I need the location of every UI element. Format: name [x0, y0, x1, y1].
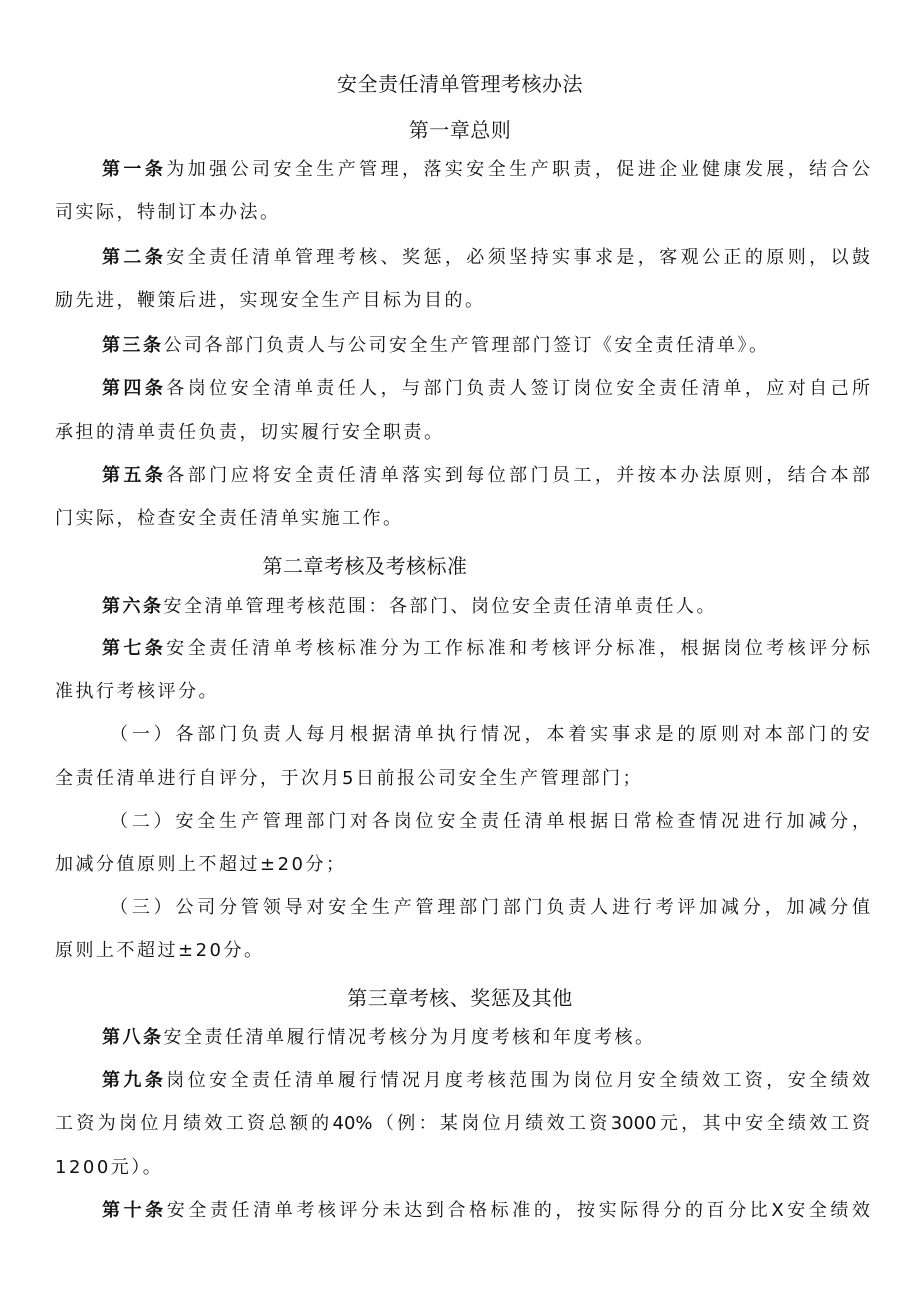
- article-4-line-1: 各岗位安全清单责任人，与部门负责人签订岗位安全责任清单，应对自己所: [166, 378, 871, 399]
- article-9-line-2: 工资为岗位月绩效工资总额的40%（例：某岗位月绩效工资3000元，其中安全绩效工资: [55, 1113, 870, 1134]
- article-8: [102, 1025, 870, 1051]
- article-9: [102, 1068, 870, 1094]
- article-7: [102, 636, 870, 662]
- article-7-line-2: 准执行考核评分。: [55, 681, 219, 702]
- chapter-2-heading: 第二章考核及考核标准: [262, 554, 468, 578]
- item-1-line-1: （一）各部门负责人每月根据清单执行情况，本着实事求是的原则对本部门的安: [110, 724, 870, 745]
- article-9-line-3: 1200元）。: [55, 1157, 164, 1178]
- article-1-label: 第一条: [102, 159, 167, 180]
- article-7-label: 第七条: [102, 638, 167, 659]
- article-7-line-1: 安全责任清单考核标准分为工作标准和考核评分标准，根据岗位考核评分标: [166, 638, 871, 659]
- article-1-line-2: 司实际，特制订本办法。: [55, 202, 281, 223]
- item-2-line-1: （二）安全生产管理部门对各岗位安全责任清单根据日常检查情况进行加减分，: [110, 811, 870, 832]
- article-10-label: 第十条: [102, 1200, 167, 1221]
- article-5: [102, 463, 870, 489]
- article-3: [102, 333, 870, 359]
- article-6-label: 第六条: [102, 596, 164, 617]
- article-2-label: 第二条: [102, 247, 167, 268]
- article-3-label: 第三条: [102, 335, 164, 356]
- article-2: [102, 245, 870, 271]
- article-5-line-1: 各部门应将安全责任清单落实到每位部门员工，并按本办法原则，结合本部: [166, 465, 871, 486]
- article-4-line-2: 承担的清单责任负责，切实履行安全职责。: [55, 422, 445, 443]
- chapter-1-heading: 第一章总则: [408, 118, 512, 142]
- item-2-line-2: 加减分值原则上不超过±20分；: [55, 854, 347, 875]
- item-1-line-2: 全责任清单进行自评分，于次月5日前报公司安全生产管理部门；: [55, 768, 643, 789]
- article-4: [102, 376, 870, 402]
- article-1-line-1: 为加强公司安全生产管理，落实安全生产职责，促进企业健康发展，结合公: [166, 159, 871, 180]
- chapter-3-heading: 第三章考核、奖惩及其他: [347, 986, 573, 1010]
- article-8-line-1: 安全责任清单履行情况考核分为月度考核和年度考核。: [163, 1027, 656, 1048]
- document-title: 安全责任清单管理考核办法: [337, 72, 583, 96]
- article-3-line-1: 公司各部门负责人与公司安全生产管理部门签订《安全责任清单》。: [163, 335, 770, 356]
- article-2-line-2: 励先进，鞭策后进，实现安全生产目标为目的。: [55, 290, 486, 311]
- article-1: [102, 157, 870, 183]
- article-2-line-1: 安全责任清单管理考核、奖惩，必须坚持实事求是，客观公正的原则，以鼓: [166, 247, 871, 268]
- article-5-line-2: 门实际，检查安全责任清单实施工作。: [55, 508, 404, 529]
- article-9-label: 第九条: [102, 1070, 167, 1091]
- article-6-line-1: 安全清单管理考核范围：各部门、岗位安全责任清单责任人。: [163, 596, 717, 617]
- item-3-line-1: （三）公司分管领导对安全生产管理部门部门负责人进行考评加减分，加减分值: [110, 897, 870, 918]
- article-6: [102, 594, 870, 620]
- article-5-label: 第五条: [102, 465, 167, 486]
- article-4-label: 第四条: [102, 378, 167, 399]
- item-3-line-2: 原则上不超过±20分。: [55, 940, 265, 961]
- article-10: [102, 1198, 870, 1224]
- article-8-label: 第八条: [102, 1027, 164, 1048]
- article-9-line-1: 岗位安全责任清单履行情况月度考核范围为岗位月安全绩效工资，安全绩效: [166, 1070, 871, 1091]
- article-10-line-1: 安全责任清单考核评分未达到合格标准的，按实际得分的百分比X安全绩效: [166, 1200, 871, 1221]
